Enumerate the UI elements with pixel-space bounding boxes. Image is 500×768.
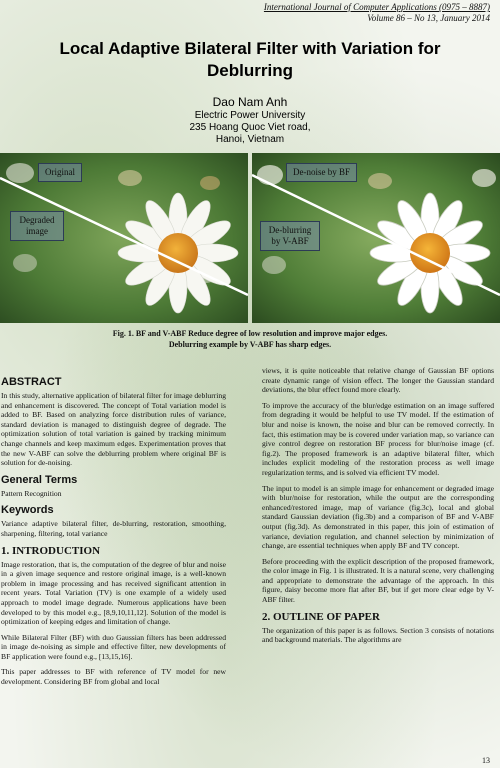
label-denoise: De-noise by BF	[286, 163, 357, 182]
figure-caption	[40, 328, 460, 350]
general-terms-text: Pattern Recognition	[1, 488, 62, 498]
figure-caption-line-1: Fig. 1. BF and V-ABF Reduce degree of low resolution and improve major edges.	[112, 329, 388, 338]
paper-title: Local Adaptive Bilateral Filter with Variation for Deblurring	[59, 39, 441, 80]
page-number: 13	[482, 756, 490, 765]
introduction-paragraph-1: Image restoration, that is, the computation of the degree of blur and noise in a given image sequence and restore original image, is a well-known problem in image processing and has received significant attention in recent years. Total Variation (TV) is one example of a widely used approach to model image degrade. Numerous applications have been developed to by this model e.g., [8,9,10,11,12]. Solution of the model is optimization of keeping edges and limitation of change.	[1, 559, 226, 627]
label-deblurring: De-blurring by V-ABF	[260, 221, 320, 251]
affiliation-line-3: Hanoi, Vietnam	[215, 134, 285, 145]
left-column	[1, 372, 226, 693]
keywords-text: Variance adaptive bilateral filter, de-blurring, restoration, smoothing, sharpening, filtering, total variance	[1, 519, 226, 538]
general-terms-heading: General Terms	[1, 473, 78, 486]
body-paragraph-1: views, it is quite noticeable that relative change of Gaussian BF options create dynamic range of vision effect. The longer the Gaussian standard deviations, the blur effect found more clearly.	[262, 366, 494, 395]
author-name: Dao Nam Anh	[212, 95, 288, 109]
label-original: Original	[38, 163, 82, 182]
journal-name: International Journal of Computer Applications (0975 – 8887)	[263, 2, 490, 12]
figure-panel-right	[252, 153, 500, 323]
abstract-text: In this study, alternative application of bilateral filter for image deblurring and enhancement is discovered. The concept of Total variation model is added to BF. Based on analyzing force distribution rules of variance, standard deviation is managed to distinguish degree of degrade. The optimization solution of total variation is gained by tracking minimum change channels and keep maximum edges. Experimentation proves that the new V-ABF can solve the deblurring problem where original BF is solution for de-noising.	[1, 391, 226, 468]
journal-volume: Volume 86 – No 13, January 2014	[367, 13, 490, 23]
affiliation-line-2: 235 Hoang Quoc Viet road,	[189, 122, 311, 133]
figure-1	[0, 153, 500, 323]
body-paragraph-3: The input to model is an simple image for enhancement or degraded image with blur/noise for restoration, while the output are the corresponding enhanced/restored image, map of variance (fig.3c), local and global standard Gaussian deviation (fig.3b) and a comparison of BF and V-ABF output (fig.3d). As demonstrated in this paper, this join of estimation of variance, deviation regulation, and channel selection by minimization of change, are essential techniques when apply BF and TV concept.	[262, 483, 494, 551]
introduction-paragraph-3: This paper addresses to BF with reference of TV model for new development. Considering BF from global and local	[1, 667, 226, 687]
outline-heading: 2. OUTLINE OF PAPER	[262, 610, 380, 623]
affiliation-line-1: Electric Power University	[194, 110, 306, 121]
label-degraded: Degraded image	[10, 211, 64, 241]
abstract-heading: ABSTRACT	[1, 376, 62, 388]
author-block	[0, 95, 500, 146]
right-column	[262, 366, 494, 651]
figure-panel-left	[0, 153, 248, 323]
keywords-heading: Keywords	[1, 504, 54, 517]
introduction-heading: 1. INTRODUCTION	[1, 544, 101, 557]
outline-text: The organization of this paper is as follows. Section 3 consists of notations and background materials. The algorithms are	[262, 625, 494, 645]
journal-header	[264, 2, 490, 24]
body-paragraph-2: To improve the accuracy of the blur/edge estimation on an image suffered from degrading it would be helpful to use TV model. If the estimation of blur and noise is known, the noise and blur can be removed correctly. In fact, this estimation may be is covered under variation map, so variance can give control degree on restoration BF process for blur/noise image (cf. fig.2). The proposed framework is an adaptive bilateral filter, which includes explicit modeling of the restoration process as well image regularization terms, and is solved via efficient TV model.	[262, 400, 494, 477]
body-paragraph-4: Before proceeding with the explicit description of the proposed framework, the color image in Fig. 1 is illustrated. It is a natural scene, very challenging and appropriate to demonstrate the advantage of the approach. In this figure, daisy become more flat after BF, but if get more clear edge by V-ABF filter.	[262, 556, 494, 605]
introduction-paragraph-2: While Bilateral Filter (BF) with duo Gaussian filters has been addressed in image de-noising as simple and effective filter, new developments of BF application were found e.g., [13,15,16].	[1, 632, 226, 661]
figure-caption-line-2: Deblurring example by V-ABF has sharp edges.	[168, 340, 332, 349]
